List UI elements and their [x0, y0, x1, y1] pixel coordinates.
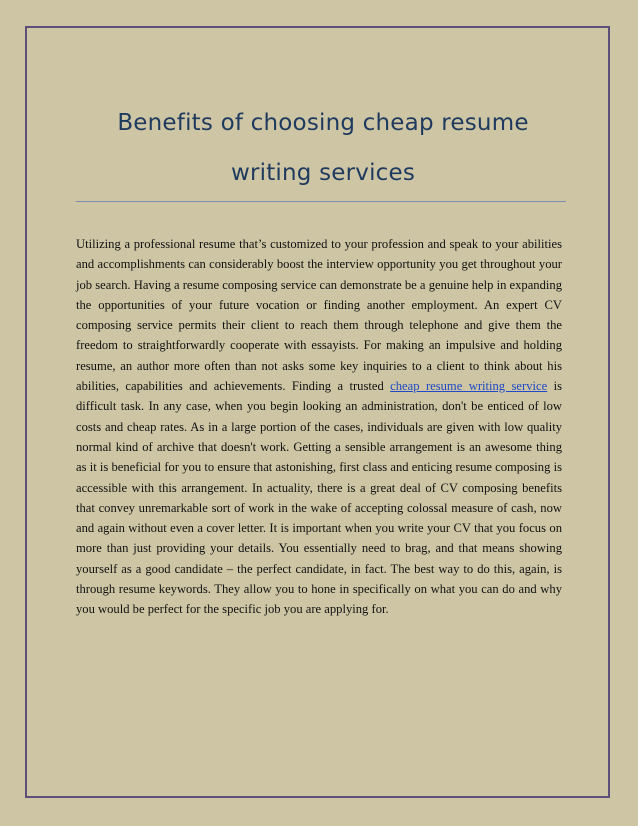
body-text-after-link: is difficult task. In any case, when you begin looking an administration, don't be enticed of low costs and cheap rates. As in a large portion of the cases, individuals are given with low quality normal kind of archive that doesn't work. Getting a sensible arrangement is an awesome thing as it is beneficial for you to ensure that astonishing, first class and enticing resume composing is accessible with this arrangement. In actuality, there is a great deal of CV composing benefits that convey unremarkable sort of work in the wake of accepting colossal measure of cash, now and again without even a cover letter. It is important when you write your CV that you focus on more than just providing your details. You essentially need to brag, and that means showing yourself as a good candidate – the perfect candidate, in fact. The best way to do this, again, is through resume keywords. They allow you to hone in specifically on what you can do and why you would be perfect for the specific job you are applying for.	[76, 379, 562, 617]
title-divider	[76, 201, 566, 202]
cheap-resume-writing-service-link[interactable]: cheap resume writing service	[390, 379, 548, 394]
body-paragraph	[76, 234, 562, 620]
body-text-before-link: Utilizing a professional resume that’s customized to your profession and speak to your abilities and accomplishments can considerably boost the interview opportunity you get throughout your job search. Having a resume composing service can demonstrate be a genuine help in expanding the opportunities of your future vocation or finding another employment. An expert CV composing service permits their client to reach them through telephone and give them the freedom to straightforwardly cooperate with essayists. For making an impulsive and holding resume, an author more often than not asks some key inquiries to a client to think about his abilities, capabilities and achievements. Finding a trusted	[76, 237, 562, 394]
document-title: Benefits of choosing cheap resume writing services	[117, 110, 529, 186]
